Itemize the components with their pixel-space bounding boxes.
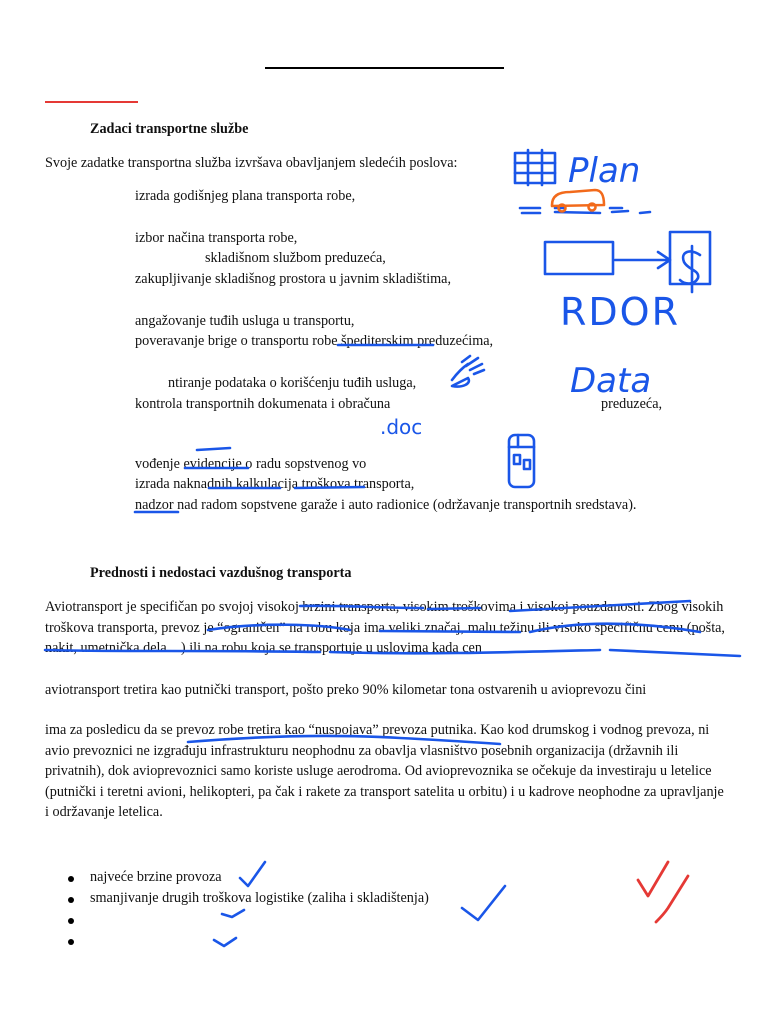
box-to-money-sketch-icon [545, 232, 710, 292]
red-checkmark-icon [638, 862, 688, 922]
handwritten-data-label: Data [570, 361, 652, 401]
task-item: nadzor nad radom sopstvene garaže i auto radionice (održavanje transportnih sredstava). [135, 497, 637, 513]
task-item: izrada naknadnih kalkulacija troškova transporta, [135, 476, 415, 492]
bullet-item: najveće brzine provoza [90, 869, 222, 885]
ink-underline [197, 448, 230, 450]
hand-sketch-icon [452, 356, 484, 387]
red-underline-mark [45, 101, 138, 103]
task-item: vođenje evidencije o radu sopstvenog vo [135, 456, 367, 472]
bullet-dot [68, 897, 74, 903]
road-dash-icon [522, 211, 650, 213]
paragraph-air-transport-3: ima za posledicu da se prevoz robe tretira kao “nuspojava” prevoza putnika. Kao kod drumskog i vodnog prevoza, ni avio prevoznici ne izgrađuju infrastrukturu neophodnu za obavlja vlasništvo posebnih organizacija (državnih ili privatnih), dok avioprevoznici samo koriste usluge aerodroma. Od avioprevoznika se očekuje da investiraju u letelice (putnički i teretni avioni, helikopteri, pa čak i rakete za transport satelita u orbitu) i u kadrove neophodne za upravljanje i održavanje letelica. [45, 722, 724, 820]
bullet-dot [68, 918, 74, 924]
checkmark-icon [214, 938, 236, 946]
task-item: kontrola transportnih dokumenata i obračuna [135, 396, 391, 412]
task-item-fragment: preduzeća, [601, 396, 663, 412]
task-item: izrada godišnjeg plana transporta robe, [135, 188, 356, 204]
section-heading-tasks: Zadaci transportne službe [90, 121, 249, 137]
bullet-dot [68, 939, 74, 945]
task-item: skladišnom službom preduzeća, [205, 250, 386, 266]
phone-sketch-icon [509, 435, 534, 487]
checkmark-icon [222, 910, 244, 917]
task-item: zakupljivanje skladišnog prostora u javnim skladištima, [135, 271, 452, 287]
top-rule [265, 67, 504, 69]
task-item: poveravanje brige o transportu robe špediterskim preduzećima, [135, 333, 494, 349]
task-item: izbor načina transporta robe, [135, 230, 298, 246]
bullet-dot [68, 876, 74, 882]
checkmark-icon [462, 886, 505, 920]
handwritten-rdor-label: RDOR [560, 290, 680, 334]
handwritten-plan-label: Plan [568, 151, 641, 191]
handwritten-doc-label: .doc [380, 415, 423, 439]
task-item: ntiranje podataka o korišćenju tuđih usluga, [168, 375, 417, 391]
task-item: angažovanje tuđih usluga u transportu, [135, 313, 355, 329]
table-sketch-icon [515, 150, 555, 185]
paragraph-air-transport-2: aviotransport tretira kao putnički transport, pošto preko 90% kilometar tona ostvarenih u avioprevozu čini [45, 682, 647, 698]
bullet-item: smanjivanje drugih troškova logistike (zaliha i skladištenja) [90, 890, 429, 906]
car-sketch-icon [552, 190, 604, 212]
paragraph-air-transport-1: Aviotransport je specifičan po svojoj visokoj brzini transporta, visokim troškovima i visokoj pouzdanosti. Zbog visokih troškova transporta, prevoz je “ograničen” na robu koja ima veliki značaj, malu težinu ili visoko specifičnu cenu (pošta, nakit, umetnička dela…) ili na robu koja se transportuje u uslovima kada cen [45, 599, 725, 656]
section-intro: Svoje zadatke transportna služba izvršava obavljanjem sledećih poslova: [45, 155, 458, 171]
section-heading-air-transport: Prednosti i nedostaci vazdušnog transporta [90, 565, 352, 581]
checkmark-icon [240, 862, 265, 886]
